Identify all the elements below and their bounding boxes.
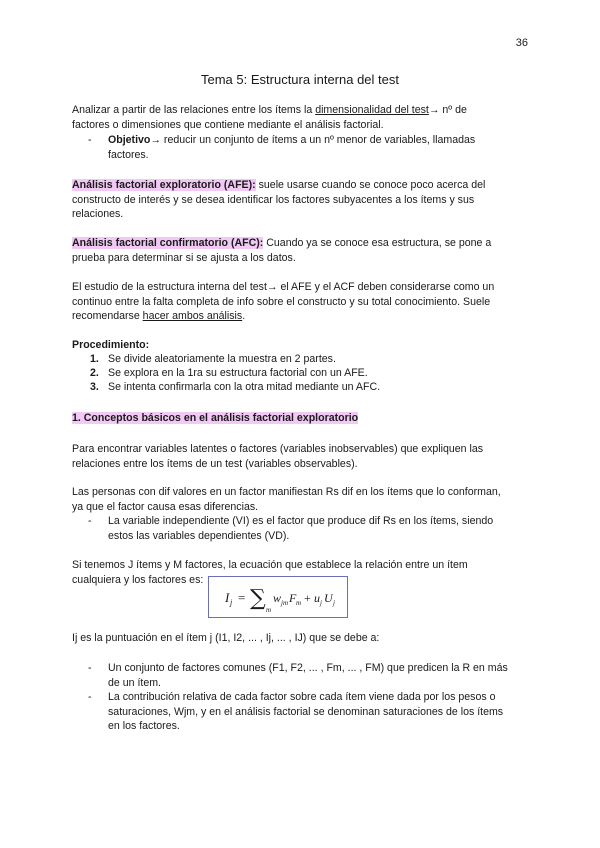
intro-text: Analizar a partir de las relaciones entre los ítems la (72, 104, 316, 116)
p1-line1: Para encontrar variables latentes o factores (variables inobservables) que expliquen las (72, 443, 484, 455)
b2-line2: saturaciones, Wjm, y en el análisis factorial se denominan saturaciones de los ítems (108, 705, 504, 718)
b1-line2: de un ítem. (108, 676, 161, 689)
factores-comunes-bullet (90, 661, 530, 690)
dash-bullet: - (88, 662, 92, 674)
afe-text: suele usarse cuando se conoce poco acerca del (255, 179, 486, 191)
svg-text:u: u (314, 591, 320, 605)
afe-text-line3: relaciones. (72, 208, 124, 221)
procedimiento-label: Procedimiento: (72, 339, 150, 351)
vi-text-line2: estos las variables dependientes (VD). (108, 529, 290, 542)
saturaciones-bullet (90, 690, 530, 734)
section-heading (72, 411, 532, 426)
step-text: Se explora en la 1ra su estructura factorial con un AFE. (108, 367, 368, 379)
svg-text:m: m (296, 599, 302, 607)
svg-text:m: m (266, 606, 272, 614)
afc-paragraph (72, 236, 532, 265)
dash-bullet: - (88, 515, 92, 527)
estudio-line1: El estudio de la estructura interna del test→ el AFE y el ACF deben considerarse como un (72, 281, 495, 293)
svg-text:j: j (230, 598, 233, 607)
intro-text-line2: factores o dimensiones que contiene mediante el análisis factorial. (72, 118, 384, 131)
dash-bullet: - (88, 691, 92, 703)
vi-text: La variable independiente (VI) es el factor que produce dif Rs en los ítems, siendo (108, 515, 494, 527)
equation-formula (209, 577, 347, 617)
estudio-line2: continuo entre la falta completa de info sobre el constructo y su total conocimiento. Suele (72, 295, 491, 308)
p3-line1: Si tenemos J ítems y M factores, la ecuación que establece la relación entre un ítem (72, 559, 468, 571)
procedure-step (90, 380, 530, 395)
b2-line1: La contribución relativa de cada factor sobre cada ítem viene dada por los pesos o (108, 691, 496, 703)
section1-paragraph-4 (72, 631, 532, 646)
svg-text:j: j (333, 599, 335, 607)
procedure-step (90, 352, 530, 367)
vi-bullet (90, 514, 530, 543)
equation-box (208, 576, 348, 618)
afe-label: Análisis factorial exploratorio (AFE): (72, 179, 256, 191)
svg-text:U: U (324, 591, 333, 605)
step-number: 2. (90, 367, 99, 379)
p1-line2: relaciones entre los ítems de un test (variables observables). (72, 457, 358, 470)
svg-text:w: w (273, 591, 282, 605)
svg-text:F: F (289, 591, 297, 605)
svg-text:jm: jm (281, 599, 288, 607)
estudio-period: . (242, 310, 246, 323)
step-number: 3. (90, 381, 99, 393)
section1-paragraph-2 (72, 485, 532, 514)
afc-text-line2: prueba para determinar si se ajusta a los datos. (72, 251, 296, 264)
svg-text:∑: ∑ (250, 586, 266, 611)
dash-bullet: - (88, 134, 92, 146)
step-number: 1. (90, 353, 99, 365)
page-number: 36 (515, 37, 528, 49)
step-text: Se divide aleatoriamente la muestra en 2 partes. (108, 353, 336, 365)
procedure-step (90, 366, 530, 381)
b1-line1: Un conjunto de factores comunes (F1, F2, ... , Fm, ... , FM) que predicen la R en más (108, 662, 508, 674)
dimensionalidad-term: dimensionalidad del test (315, 104, 429, 116)
estudio-paragraph (72, 280, 532, 324)
afc-text: Cuando ya se conoce esa estructura, se pone a (263, 237, 492, 249)
intro-arrow-text: → nº de (428, 104, 467, 116)
intro-paragraph (72, 103, 532, 132)
objetivo-label: Objetivo (108, 134, 151, 146)
page-title: Tema 5: Estructura interna del test (201, 72, 399, 87)
afc-label: Análisis factorial confirmatorio (AFC): (72, 237, 264, 249)
objetivo-bullet (90, 133, 530, 162)
step-text: Se intenta confirmarla con la otra mitad mediante un AFC. (108, 381, 381, 393)
b2-line3: en los factores. (108, 720, 180, 733)
p2-line1: Las personas con dif valores en un factor manifiestan Rs dif en los ítems que lo conforman, (72, 486, 501, 498)
objetivo-text: → reducir un conjunto de ítems a un nº menor de variables, llamadas (150, 134, 476, 146)
procedimiento-heading (72, 338, 532, 353)
estudio-line3: recomendarse (72, 310, 143, 323)
objetivo-text-line2: factores. (108, 148, 149, 161)
afe-text-line2: constructo de interés y se desea identificar los factores subyacentes a los ítems y sus (72, 193, 475, 206)
section1-paragraph-1 (72, 442, 532, 471)
p4-text: Ij es la puntuación en el ítem j (I1, I2, ... , Ij, ... , IJ) que se debe a: (72, 632, 380, 644)
p2-line2: ya que el factor causa esas diferencias. (72, 500, 259, 513)
svg-text:=: = (238, 590, 246, 605)
svg-text:j: j (320, 599, 322, 607)
section-1-heading: 1. Conceptos básicos en el análisis factorial exploratorio (72, 412, 359, 424)
afe-paragraph (72, 178, 532, 222)
p3-line2: cualquiera y los factores es: (72, 573, 204, 586)
svg-text:I: I (225, 590, 230, 605)
svg-text:+: + (304, 591, 311, 605)
ambos-analisis-term: hacer ambos análisis (142, 310, 243, 323)
